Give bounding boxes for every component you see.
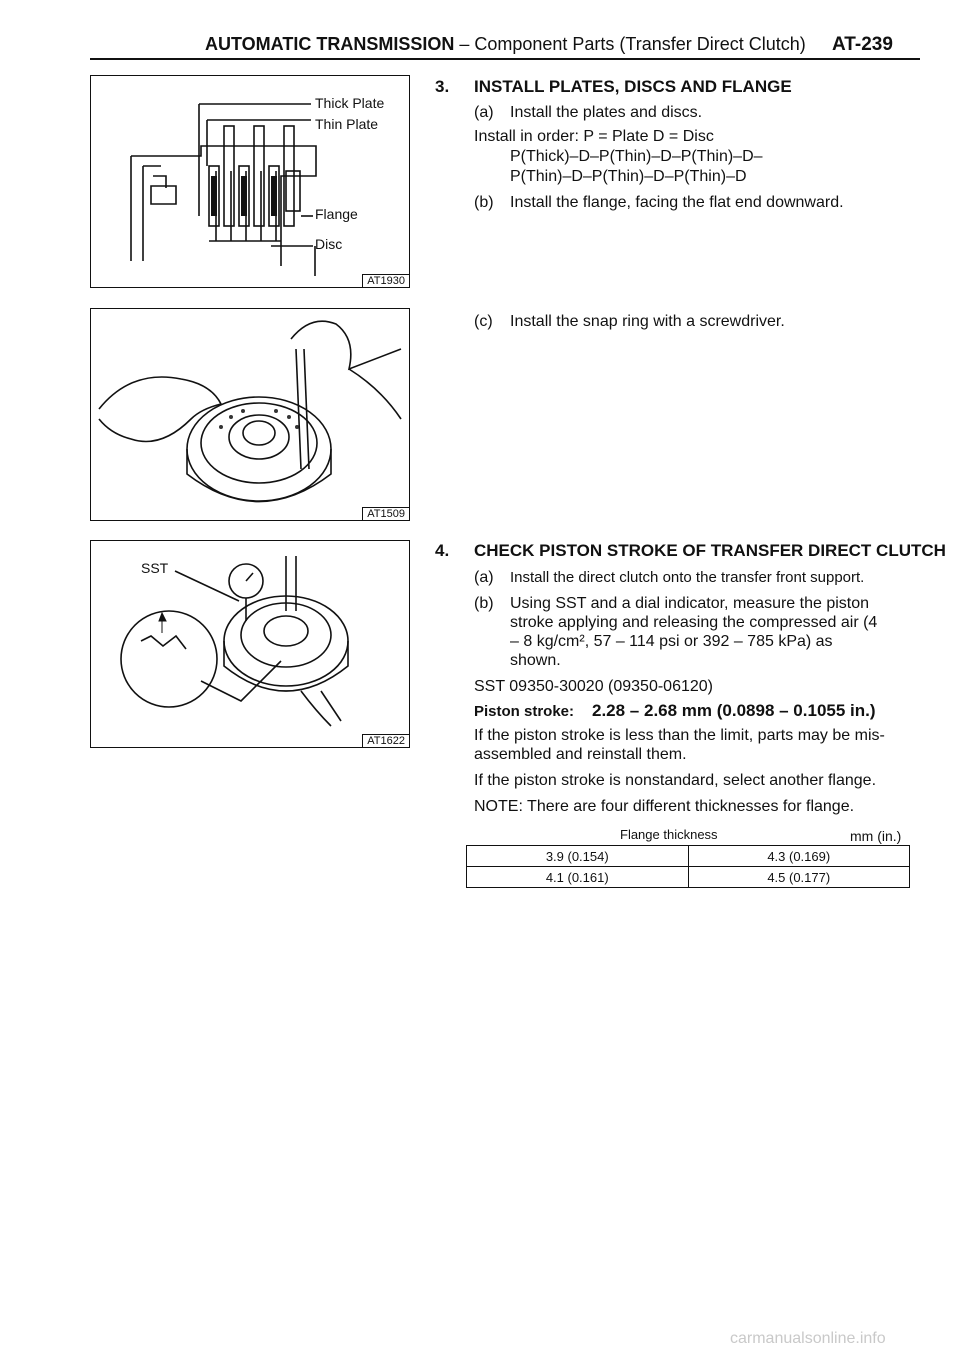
table-row [467,867,910,888]
step4-stroke-value: 2.28 – 2.68 mm (0.0898 – 0.1055 in.) [592,701,876,720]
step4-sst-line: SST 09350-30020 (09350-06120) [474,678,713,695]
figure-piston-stroke [90,540,410,748]
step4-a-marker: (a) [474,569,494,586]
figure-snap-ring [90,308,410,521]
label-disc: Disc [315,236,343,252]
page-number: AT-239 [832,34,893,55]
step4-limit-line2: assembled and reinstall them. [474,746,687,763]
step3-b-text: Install the flange, facing the flat end downward. [510,194,844,211]
flange-table-caption: Flange thickness [620,827,718,842]
figure-code: AT1622 [362,734,409,747]
step4-b-marker: (b) [474,595,494,612]
step4-b-line3: – 8 kg/cm², 57 – 114 psi or 392 – 785 kPa) as [510,633,833,650]
table-cell: 3.9 (0.154) [467,846,689,867]
step3-order-line2: P(Thick)–D–P(Thin)–D–P(Thin)–D– [510,148,763,165]
step4-b-line2: stroke applying and releasing the compressed air (4 [510,614,878,631]
label-sst: SST [141,560,169,576]
step4-limit-line1: If the piston stroke is less than the limit, parts may be mis- [474,727,885,744]
figure-plates-discs [90,75,410,288]
header-rule [90,58,920,60]
step3-order-line3: P(Thin)–D–P(Thin)–D–P(Thin)–D [510,168,747,185]
header-title-bold: AUTOMATIC TRANSMISSION [205,34,455,54]
table-cell: 4.3 (0.169) [688,846,910,867]
footer-watermark: carmanualsonline.info [730,1330,886,1347]
step4-a-text: Install the direct clutch onto the transfer front support. [510,569,865,586]
figure-code: AT1930 [362,274,409,287]
table-cell: 4.1 (0.161) [467,867,689,888]
snap-ring-illustration [91,309,409,520]
figure-code: AT1509 [362,507,409,520]
step3-order-line1: Install in order: P = Plate D = Disc [474,128,714,145]
table-cell: 4.5 (0.177) [688,867,910,888]
flange-thickness-table [466,845,910,888]
step4-b-line4: shown. [510,652,561,669]
step4-heading: CHECK PISTON STROKE OF TRANSFER DIRECT CLUTCH [474,541,946,560]
flange-table-unit: mm (in.) [850,828,902,844]
step4-note: NOTE: There are four different thicknesses for flange. [474,798,855,815]
step3-heading: INSTALL PLATES, DISCS AND FLANGE [474,77,792,96]
step3-number: 3. [435,77,450,96]
table-row [467,846,910,867]
step4-number: 4. [435,541,450,560]
step4-b-line1: Using SST and a dial indicator, measure the piston [510,595,870,612]
step3-b-marker: (b) [474,194,494,211]
label-thin-plate: Thin Plate [315,116,379,132]
piston-stroke-illustration [91,541,409,747]
step3-c-text: Install the snap ring with a screwdriver. [510,313,785,330]
header-title-rest: – Component Parts (Transfer Direct Clutch) [454,34,806,54]
step3-a-text: Install the plates and discs. [510,104,703,121]
step3-c-marker: (c) [474,313,493,330]
step4-stroke-label: Piston stroke: [474,703,575,720]
step4-nonstd-line: If the piston stroke is nonstandard, select another flange. [474,772,877,789]
step3-a-marker: (a) [474,104,494,121]
label-flange: Flange [315,206,358,222]
page-header-title [205,34,806,55]
label-thick-plate: Thick Plate [315,95,385,111]
